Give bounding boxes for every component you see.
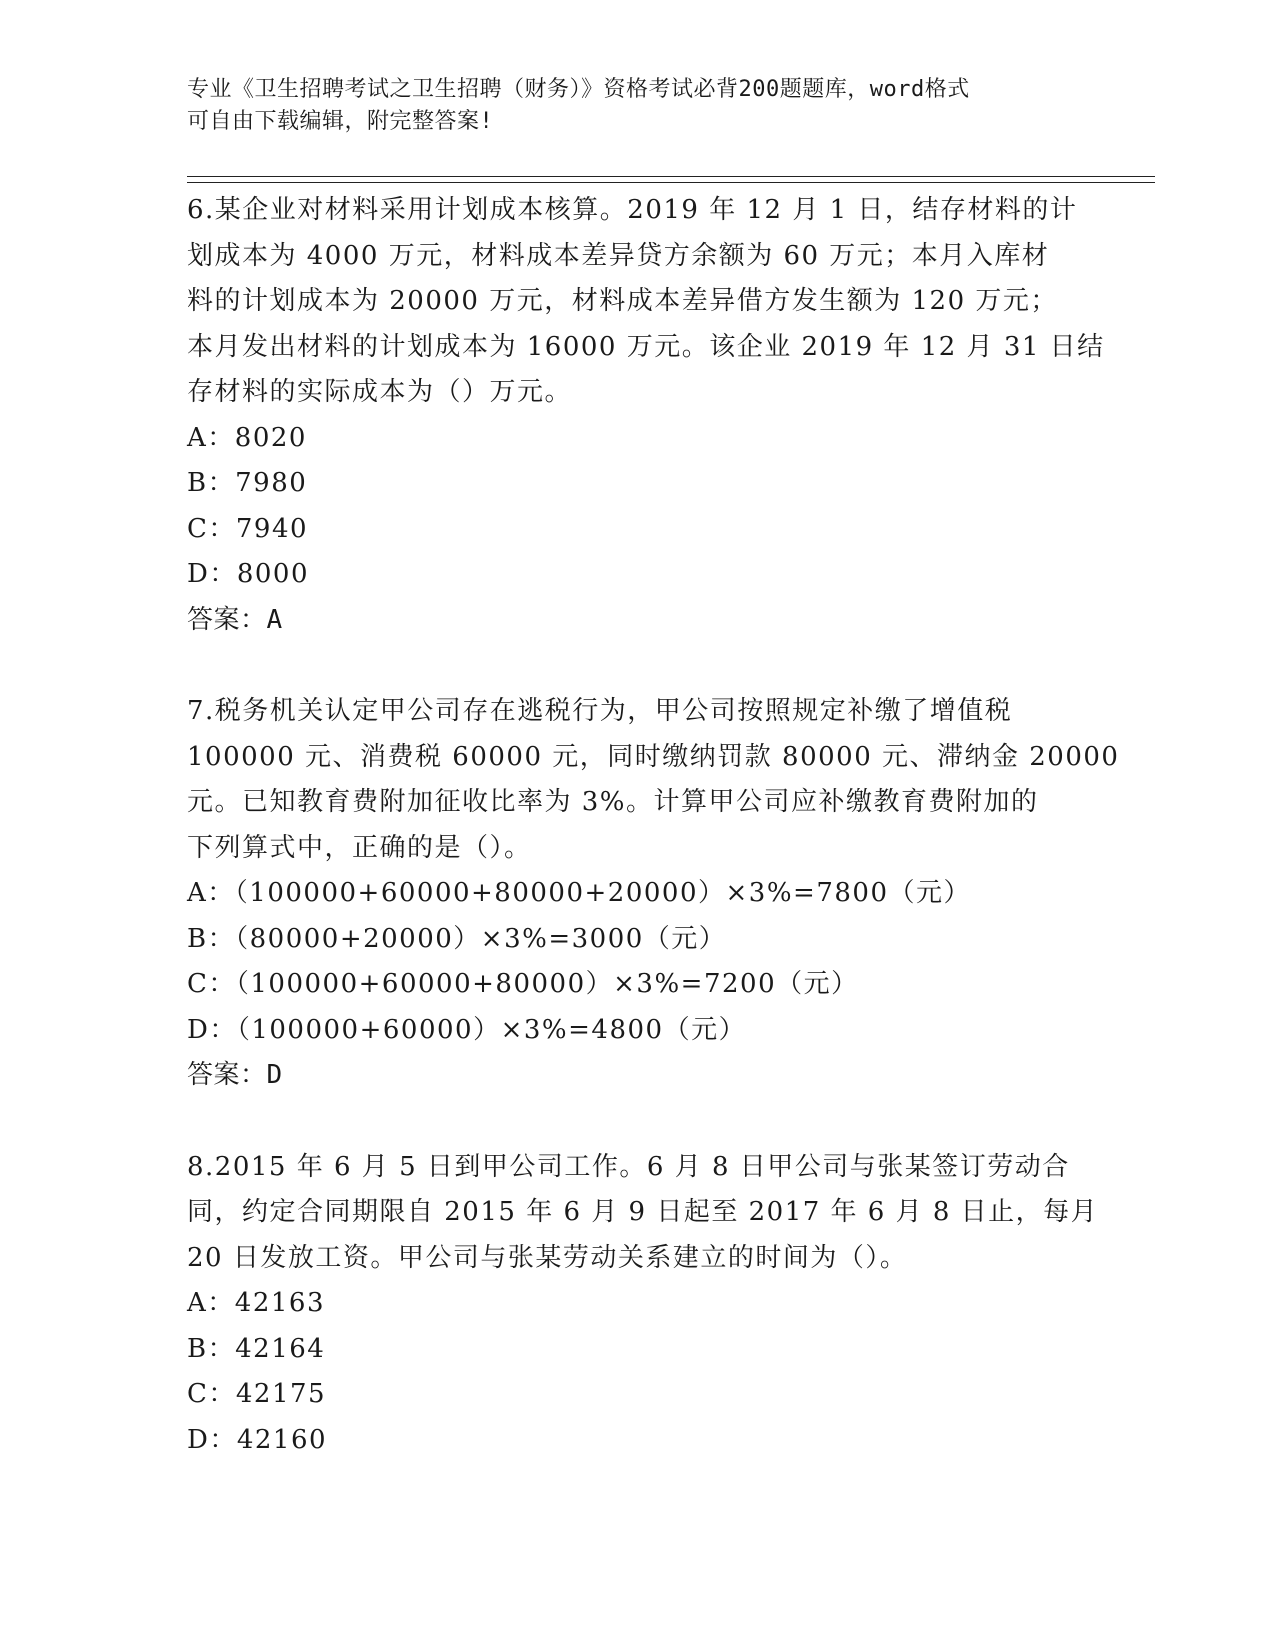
header-divider-bottom [187,182,1155,183]
question-text-line: 存材料的实际成本为（）万元。 [187,377,573,407]
option-d: D：42160 [187,1424,328,1455]
option-d: D：8000 [187,559,310,589]
question-text-line: 划成本为 4000 万元，材料成本差异贷方余额为 60 万元；本月入库材 [187,240,1050,271]
question-text-line: 6.某企业对材料采用计划成本核算。2019 年 12 月 1 日，结存材料的计 [187,195,1078,225]
question-text-line: 元。已知教育费附加征收比率为 3%。计算甲公司应补缴教育费附加的 [187,787,1039,817]
question-text-line: 100000 元、消费税 60000 元，同时缴纳罚款 80000 元、滞纳金 20000 [187,741,1120,772]
option-b: B：42164 [187,1333,326,1364]
question-text-line: 同，约定合同期限自 2015 年 6 月 9 日起至 2017 年 6 月 8 日止，每月 [187,1197,1099,1227]
option-c: C：（100000+60000+80000）×3%=7200（元） [187,969,859,999]
question-8 [187,1145,1099,1464]
header-line-2: 可自由下载编辑，附完整答案! [187,109,494,134]
header-line-1: 专业《卫生招聘考试之卫生招聘（财务）》资格考试必背200题题库，word格式 [187,77,970,102]
option-c: C：42175 [187,1379,327,1409]
question-text-line: 20 日发放工资。甲公司与张某劳动关系建立的时间为（）。 [187,1242,908,1273]
option-a: A：42163 [187,1288,325,1318]
document-header [187,74,1087,138]
option-b: B：7980 [187,468,308,498]
question-text-line: 料的计划成本为 20000 万元，材料成本差异借方发生额为 120 万元； [187,286,1058,316]
question-spacer [187,1099,1087,1145]
option-a: A：8020 [187,422,307,453]
question-text-line: 下列算式中，正确的是（）。 [187,832,532,863]
answer-line: 答案：A [187,604,283,635]
option-a: A：（100000+60000+80000+20000）×3%=7800（元） [187,878,971,908]
question-text-line: 本月发出材料的计划成本为 16000 万元。该企业 2019 年 12 月 31 日结 [187,331,1105,362]
header-divider-top [187,176,1155,177]
question-text-line: 7.税务机关认定甲公司存在逃税行为，甲公司按照规定补缴了增值税 [187,696,1013,726]
question-7 [187,689,1120,1099]
answer-line: 答案：D [187,1060,283,1090]
option-c: C：7940 [187,513,309,544]
question-list [187,188,1120,1463]
question-text-line: 8.2015 年 6 月 5 日到甲公司工作。6 月 8 日甲公司与张某签订劳动合 [187,1151,1070,1182]
option-b: B：（80000+20000）×3%=3000（元） [187,923,727,954]
question-6 [187,188,1105,643]
option-d: D：（100000+60000）×3%=4800（元） [187,1014,747,1045]
question-spacer [187,643,1087,689]
